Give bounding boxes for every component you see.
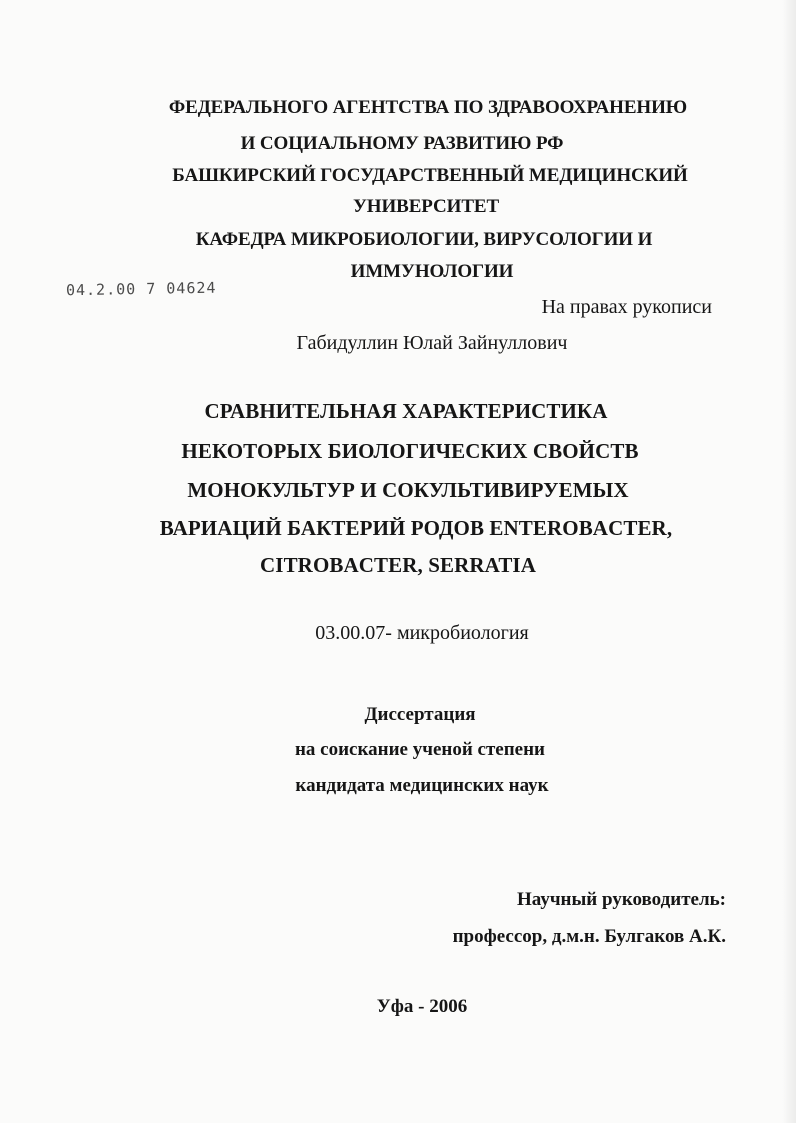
- degree-line-purpose: на соискание ученой степени: [294, 739, 545, 760]
- header-line-department-cont: ИММУНОЛОГИИ: [350, 261, 514, 282]
- title-line: МОНОКУЛЬТУР И СОКУЛЬТИВИРУЕМЫХ: [187, 478, 629, 502]
- title-line: CITROBACTER, SERRATIA: [260, 553, 536, 577]
- header-line-agency: ФЕДЕРАЛЬНОГО АГЕНТСТВА ПО ЗДРАВООХРАНЕНИЮ: [168, 97, 688, 118]
- manuscript-note: На правах рукописи: [541, 296, 712, 318]
- header-line-university: БАШКИРСКИЙ ГОСУДАРСТВЕННЫЙ МЕДИЦИНСКИЙ: [172, 165, 688, 186]
- supervisor-name: профессор, д.м.н. Булгаков А.К.: [452, 926, 726, 947]
- author-name: Габидуллин Юлай Зайнуллович: [296, 332, 568, 354]
- header-line-ministry: И СОЦИАЛЬНОМУ РАЗВИТИЮ РФ: [240, 133, 564, 154]
- specialty-code: 03.00.07- микробиология: [315, 622, 529, 644]
- header-line-university-cont: УНИВЕРСИТЕТ: [352, 196, 500, 217]
- degree-line-dissertation: Диссертация: [364, 704, 476, 725]
- title-line: НЕКОТОРЫХ БИОЛОГИЧЕСКИХ СВОЙСТВ: [181, 439, 639, 463]
- library-stamp: 04.2.00 7 04624: [65, 278, 217, 300]
- header-line-department: КАФЕДРА МИКРОБИОЛОГИИ, ВИРУСОЛОГИИ И: [195, 229, 653, 250]
- degree-line-field: кандидата медицинских наук: [295, 775, 549, 796]
- title-line: СРАВНИТЕЛЬНАЯ ХАРАКТЕРИСТИКА: [204, 399, 608, 423]
- scan-edge-shadow: [782, 0, 796, 1123]
- supervisor-label: Научный руководитель:: [517, 889, 726, 910]
- title-line: ВАРИАЦИЙ БАКТЕРИЙ РОДОВ ENTEROBACTER,: [159, 516, 673, 540]
- city-year: Уфа - 2006: [376, 996, 468, 1017]
